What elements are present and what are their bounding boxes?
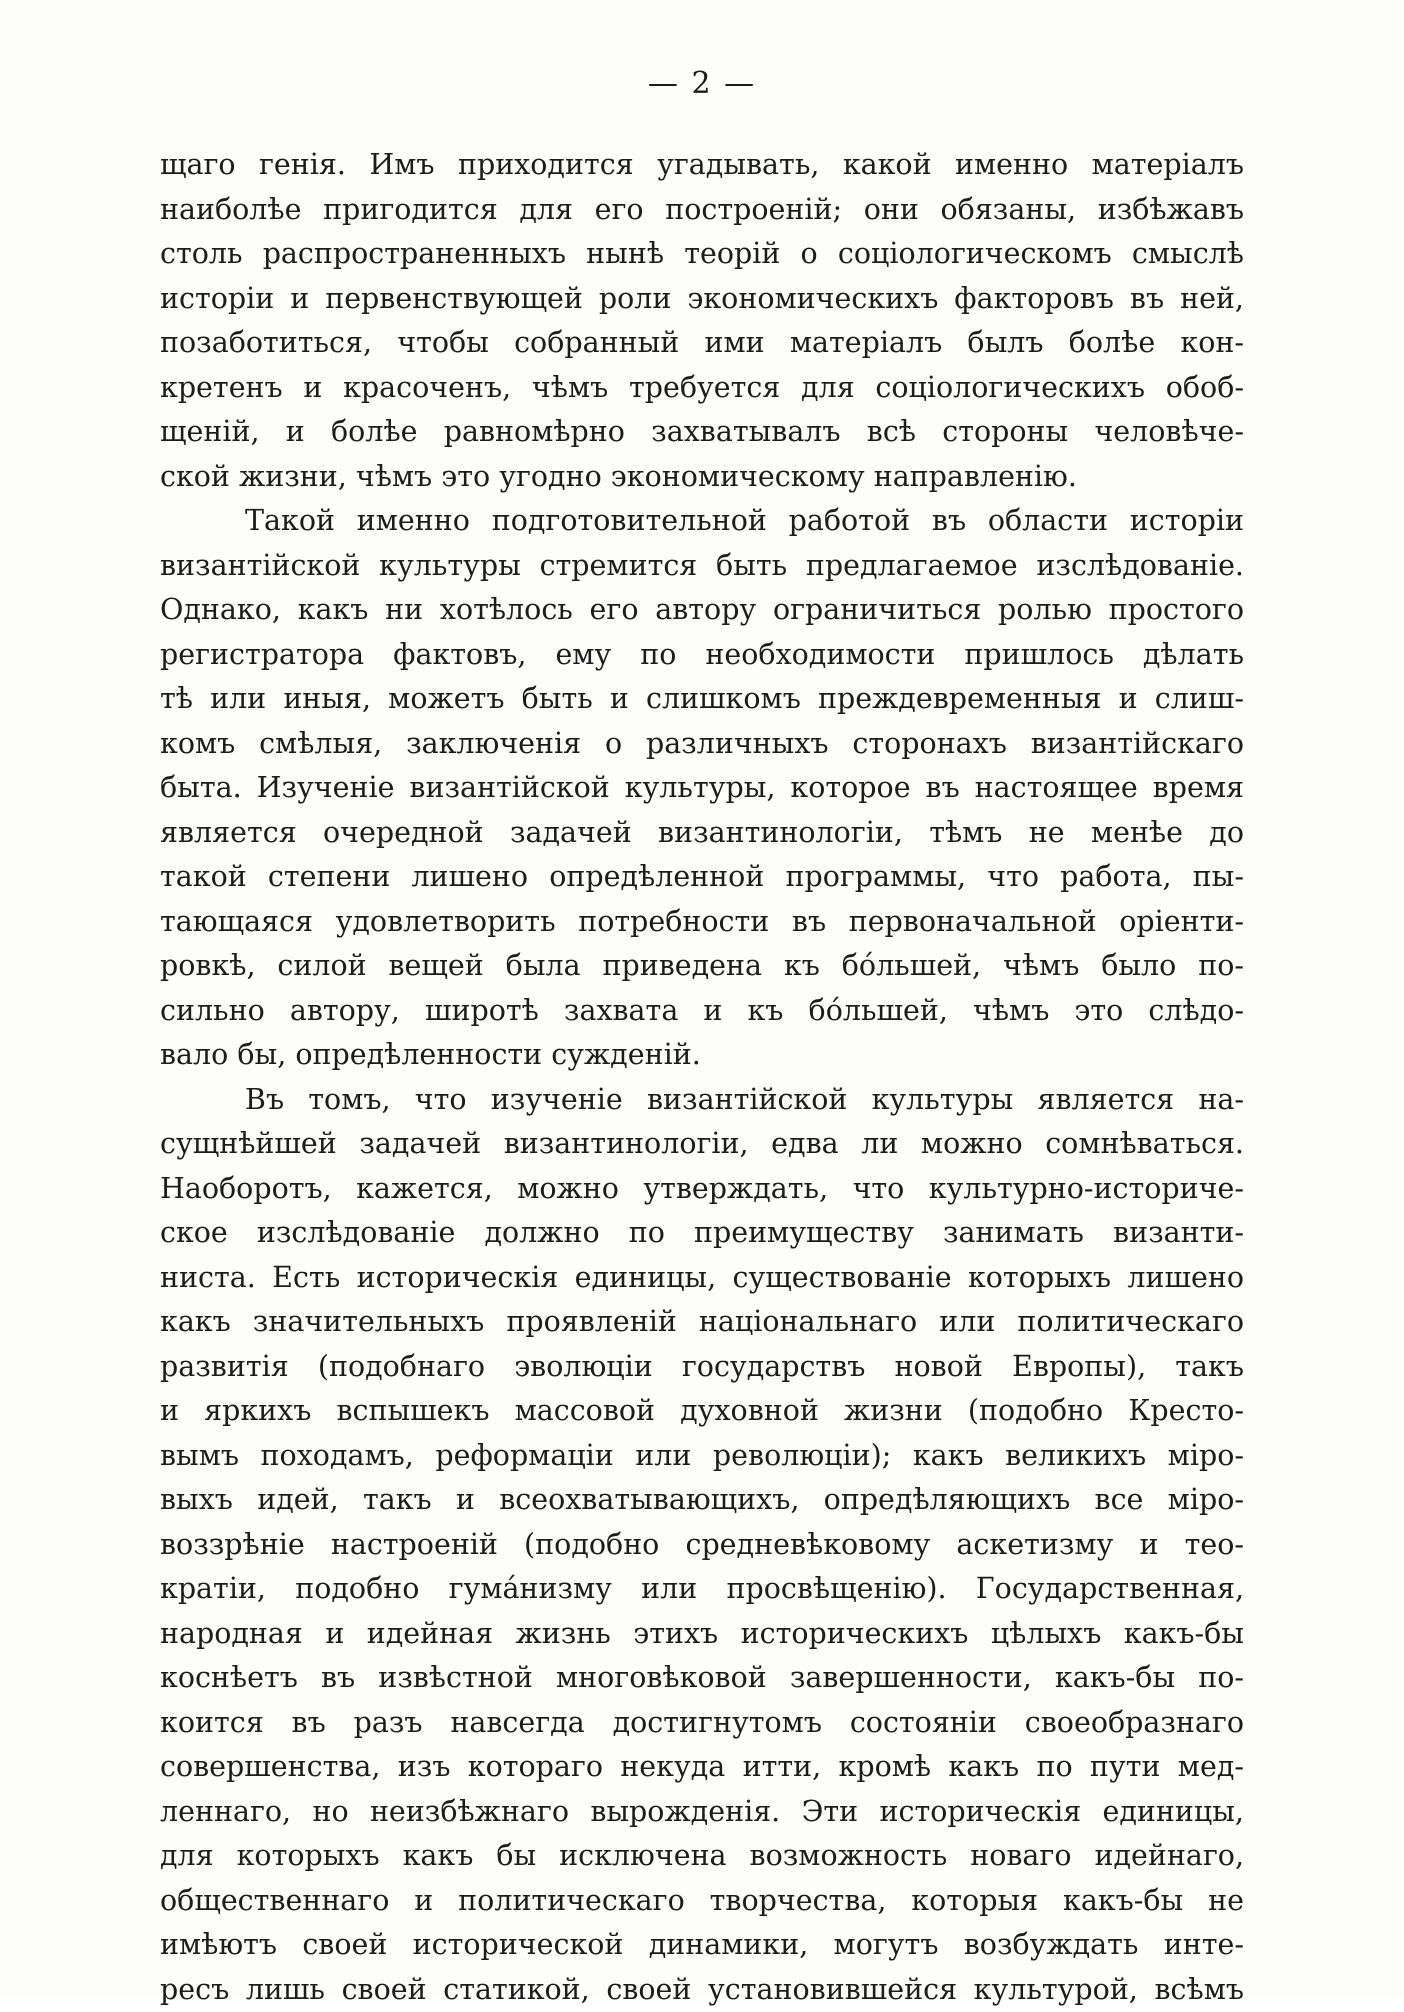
text-line: ровкѣ, силой вещей была приведена къ бо́льшей, чѣмъ было по- — [160, 944, 1244, 989]
text-line: Наоборотъ, кажется, можно утверждать, что культурно-историче- — [160, 1167, 1244, 1212]
text-line: регистратора фактовъ, ему по необходимости пришлось дѣлать — [160, 633, 1244, 678]
text-line: народная и идейная жизнь этихъ историческихъ цѣлыхъ какъ-бы — [160, 1612, 1244, 1657]
text-line: позаботиться, чтобы собранный ими матеріалъ былъ болѣе кон- — [160, 321, 1244, 366]
paragraph — [160, 143, 1244, 499]
text-line: комъ смѣлыя, заключенія о различныхъ сторонахъ византійскаго — [160, 722, 1244, 767]
text-line: и яркихъ вспышекъ массовой духовной жизни (подобно Кресто- — [160, 1389, 1244, 1434]
text-line: столь распространенныхъ нынѣ теорій о соціологическомъ смыслѣ — [160, 232, 1244, 277]
paragraph — [160, 499, 1244, 1078]
text-line: леннаго, но неизбѣжнаго вырожденія. Эти историческія единицы, — [160, 1790, 1244, 1835]
text-line: является очередной задачей византинологіи, тѣмъ не менѣе до — [160, 811, 1244, 856]
text-line: тѣ или иныя, можетъ быть и слишкомъ преждевременныя и слиш- — [160, 677, 1244, 722]
text-line: совершенства, изъ котораго некуда итти, кромѣ какъ по пути мед- — [160, 1745, 1244, 1790]
text-line: византійской культуры стремится быть предлагаемое изслѣдованіе. — [160, 544, 1244, 589]
text-line: ресъ лишь своей статикой, своей установившейся культурой, всѣмъ — [160, 1968, 1244, 2012]
paragraph — [160, 1078, 1244, 2012]
text-line: вало бы, опредѣленности сужденій. — [160, 1033, 1244, 1078]
text-line: Въ томъ, что изученіе византійской культуры является на- — [160, 1078, 1244, 1123]
text-line: сильно автору, широтѣ захвата и къ бо́льшей, чѣмъ это слѣдо- — [160, 989, 1244, 1034]
text-line: наиболѣе пригодится для его построеній; они обязаны, избѣжавъ — [160, 188, 1244, 233]
text-line: исторіи и первенствующей роли экономическихъ факторовъ въ ней, — [160, 277, 1244, 322]
text-line: щеній, и болѣе равномѣрно захватывалъ всѣ стороны человѣче- — [160, 410, 1244, 455]
text-line: для которыхъ какъ бы исключена возможность новаго идейнаго, — [160, 1834, 1244, 1879]
text-line: коится въ разъ навсегда достигнутомъ состояніи своеобразнаго — [160, 1701, 1244, 1746]
text-line: выхъ идей, такъ и всеохватывающихъ, опредѣляющихъ все міро- — [160, 1478, 1244, 1523]
page-number: — 2 — — [0, 66, 1404, 101]
text-line: вымъ походамъ, реформаціи или революціи); какъ великихъ міро- — [160, 1434, 1244, 1479]
text-line: тающаяся удовлетворить потребности въ первоначальной оріенти- — [160, 900, 1244, 945]
text-line: такой степени лишено опредѣленной программы, что работа, пы- — [160, 855, 1244, 900]
text-line: ской жизни, чѣмъ это угодно экономическому направленію. — [160, 455, 1244, 500]
text-line: общественнаго и политическаго творчества, которыя какъ-бы не — [160, 1879, 1244, 1924]
text-line: быта. Изученіе византійской культуры, которое въ настоящее время — [160, 766, 1244, 811]
text-line: Однако, какъ ни хотѣлось его автору ограничиться ролью простого — [160, 588, 1244, 633]
text-line: Такой именно подготовительной работой въ области исторіи — [160, 499, 1244, 544]
text-line: развитія (подобнаго эволюціи государствъ новой Европы), такъ — [160, 1345, 1244, 1390]
text-line: какъ значительныхъ проявленій національнаго или политическаго — [160, 1300, 1244, 1345]
text-line: кретенъ и красоченъ, чѣмъ требуется для соціологическихъ обоб- — [160, 366, 1244, 411]
text-line: щаго генія. Имъ приходится угадывать, какой именно матеріалъ — [160, 143, 1244, 188]
text-line: воззрѣніе настроеній (подобно средневѣковому аскетизму и тео- — [160, 1523, 1244, 1568]
text-line: кратіи, подобно гума́низму или просвѣщенію). Государственная, — [160, 1567, 1244, 1612]
body-text — [160, 143, 1244, 2012]
text-line: ниста. Есть историческія единицы, существованіе которыхъ лишено — [160, 1256, 1244, 1301]
text-line: коснѣетъ въ извѣстной многовѣковой завершенности, какъ-бы по- — [160, 1656, 1244, 1701]
text-line: имѣютъ своей исторической динамики, могутъ возбуждать инте- — [160, 1923, 1244, 1968]
text-line: ское изслѣдованіе должно по преимуществу занимать византи- — [160, 1211, 1244, 1256]
text-line: сущнѣйшей задачей византинологіи, едва ли можно сомнѣваться. — [160, 1122, 1244, 1167]
